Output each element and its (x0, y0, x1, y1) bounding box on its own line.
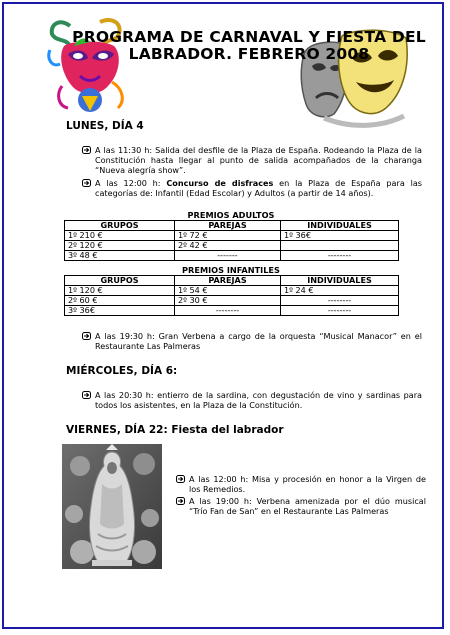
table-cell: -------- (281, 306, 399, 316)
title-line-1: PROGRAMA DE CARNAVAL Y FIESTA DEL (72, 28, 426, 46)
table-cell: 2º 42 € (175, 241, 281, 251)
premios-infantiles-table (64, 275, 399, 316)
table-cell: 2º 60 € (65, 296, 175, 306)
arrow-bullet-icon (176, 497, 185, 505)
arrow-bullet-icon (82, 179, 91, 187)
premios-infantiles-title: PREMIOS INFANTILES (182, 265, 280, 275)
table-cell: ------- (175, 251, 281, 261)
item-text-bold: Concurso de disfraces (166, 178, 274, 188)
item-text: A las 12:00 h: Misa y procesión en honor a la Virgen de los Remedios. (189, 474, 426, 494)
table-cell: -------- (175, 306, 281, 316)
premios-adultos-title: PREMIOS ADULTOS (187, 210, 275, 220)
page-title (64, 29, 434, 63)
premios-adultos-table (64, 220, 399, 261)
table-cell: 1º 24 € (281, 286, 399, 296)
list-item-lunes-2 (82, 178, 422, 198)
table-row (65, 241, 399, 251)
header-grupos: GRUPOS (65, 276, 175, 286)
table-cell: 2º 30 € (175, 296, 281, 306)
table-header-row (65, 221, 399, 231)
heading-viernes: VIERNES, DÍA 22: Fiesta del labrador (66, 424, 284, 436)
table-cell: 1º 72 € (175, 231, 281, 241)
table-cell (281, 241, 399, 251)
table-cell: 1º 36€ (281, 231, 399, 241)
table-row (65, 296, 399, 306)
item-text-pre: A las 12:00 h: (95, 178, 167, 188)
table-row (65, 231, 399, 241)
list-item-viernes-2 (176, 496, 426, 516)
item-text: A las 19:00 h: Verbena amenizada por el dúo musical “Trío Fan de San” en el Restaurante Las Palmeras (189, 496, 426, 516)
table-row (65, 286, 399, 296)
header-individuales: INDIVIDUALES (281, 276, 399, 286)
table-cell: 3º 48 € (65, 251, 175, 261)
item-text-post: en la Plaza de España para las categorías de: Infantil (Edad Escolar) y Adultos (a partir de 14 años). (95, 178, 423, 198)
table-row (65, 306, 399, 316)
title-line-2: LABRADOR. FEBRERO 2008 (128, 45, 370, 63)
header-parejas: PAREJAS (175, 221, 281, 231)
header-parejas: PAREJAS (175, 276, 281, 286)
heading-miercoles: MIÉRCOLES, DÍA 6: (66, 365, 178, 377)
table-cell: -------- (281, 296, 399, 306)
list-item-lunes-1 (82, 145, 422, 175)
arrow-bullet-icon (176, 475, 185, 483)
table-row (65, 251, 399, 261)
item-text: A las 19:30 h: Gran Verbena a cargo de la orquesta “Musical Manacor” en el Restaurante Las Palmeras (95, 331, 422, 351)
heading-lunes: LUNES, DÍA 4 (66, 120, 144, 132)
item-text: A las 11:30 h: Salida del desfile de la Plaza de España. Rodeando la Plaza de la Constitución hasta llegar al punto de salida acompañados de la charanga “Nueva alegría show”. (95, 145, 422, 175)
header-grupos: GRUPOS (65, 221, 175, 231)
item-text: A las 20:30 h: entierro de la sardina, con degustación de vino y sardinas para todos los asistentes, en la Plaza de la Constitución. (95, 390, 422, 410)
list-item-lunes-3 (82, 331, 422, 351)
list-item-viernes-1 (176, 474, 426, 494)
table-cell: 3º 36€ (65, 306, 175, 316)
table-header-row (65, 276, 399, 286)
arrow-bullet-icon (82, 391, 91, 399)
table-cell: 1º 210 € (65, 231, 175, 241)
document-page (2, 2, 444, 629)
table-cell: 1º 54 € (175, 286, 281, 296)
table-cell: 1º 120 € (65, 286, 175, 296)
arrow-bullet-icon (82, 146, 91, 154)
table-cell: -------- (281, 251, 399, 261)
arrow-bullet-icon (82, 332, 91, 340)
header-individuales: INDIVIDUALES (281, 221, 399, 231)
list-item-miercoles-1 (82, 390, 422, 410)
virgin-statue-photo (62, 444, 162, 569)
table-cell: 2º 120 € (65, 241, 175, 251)
